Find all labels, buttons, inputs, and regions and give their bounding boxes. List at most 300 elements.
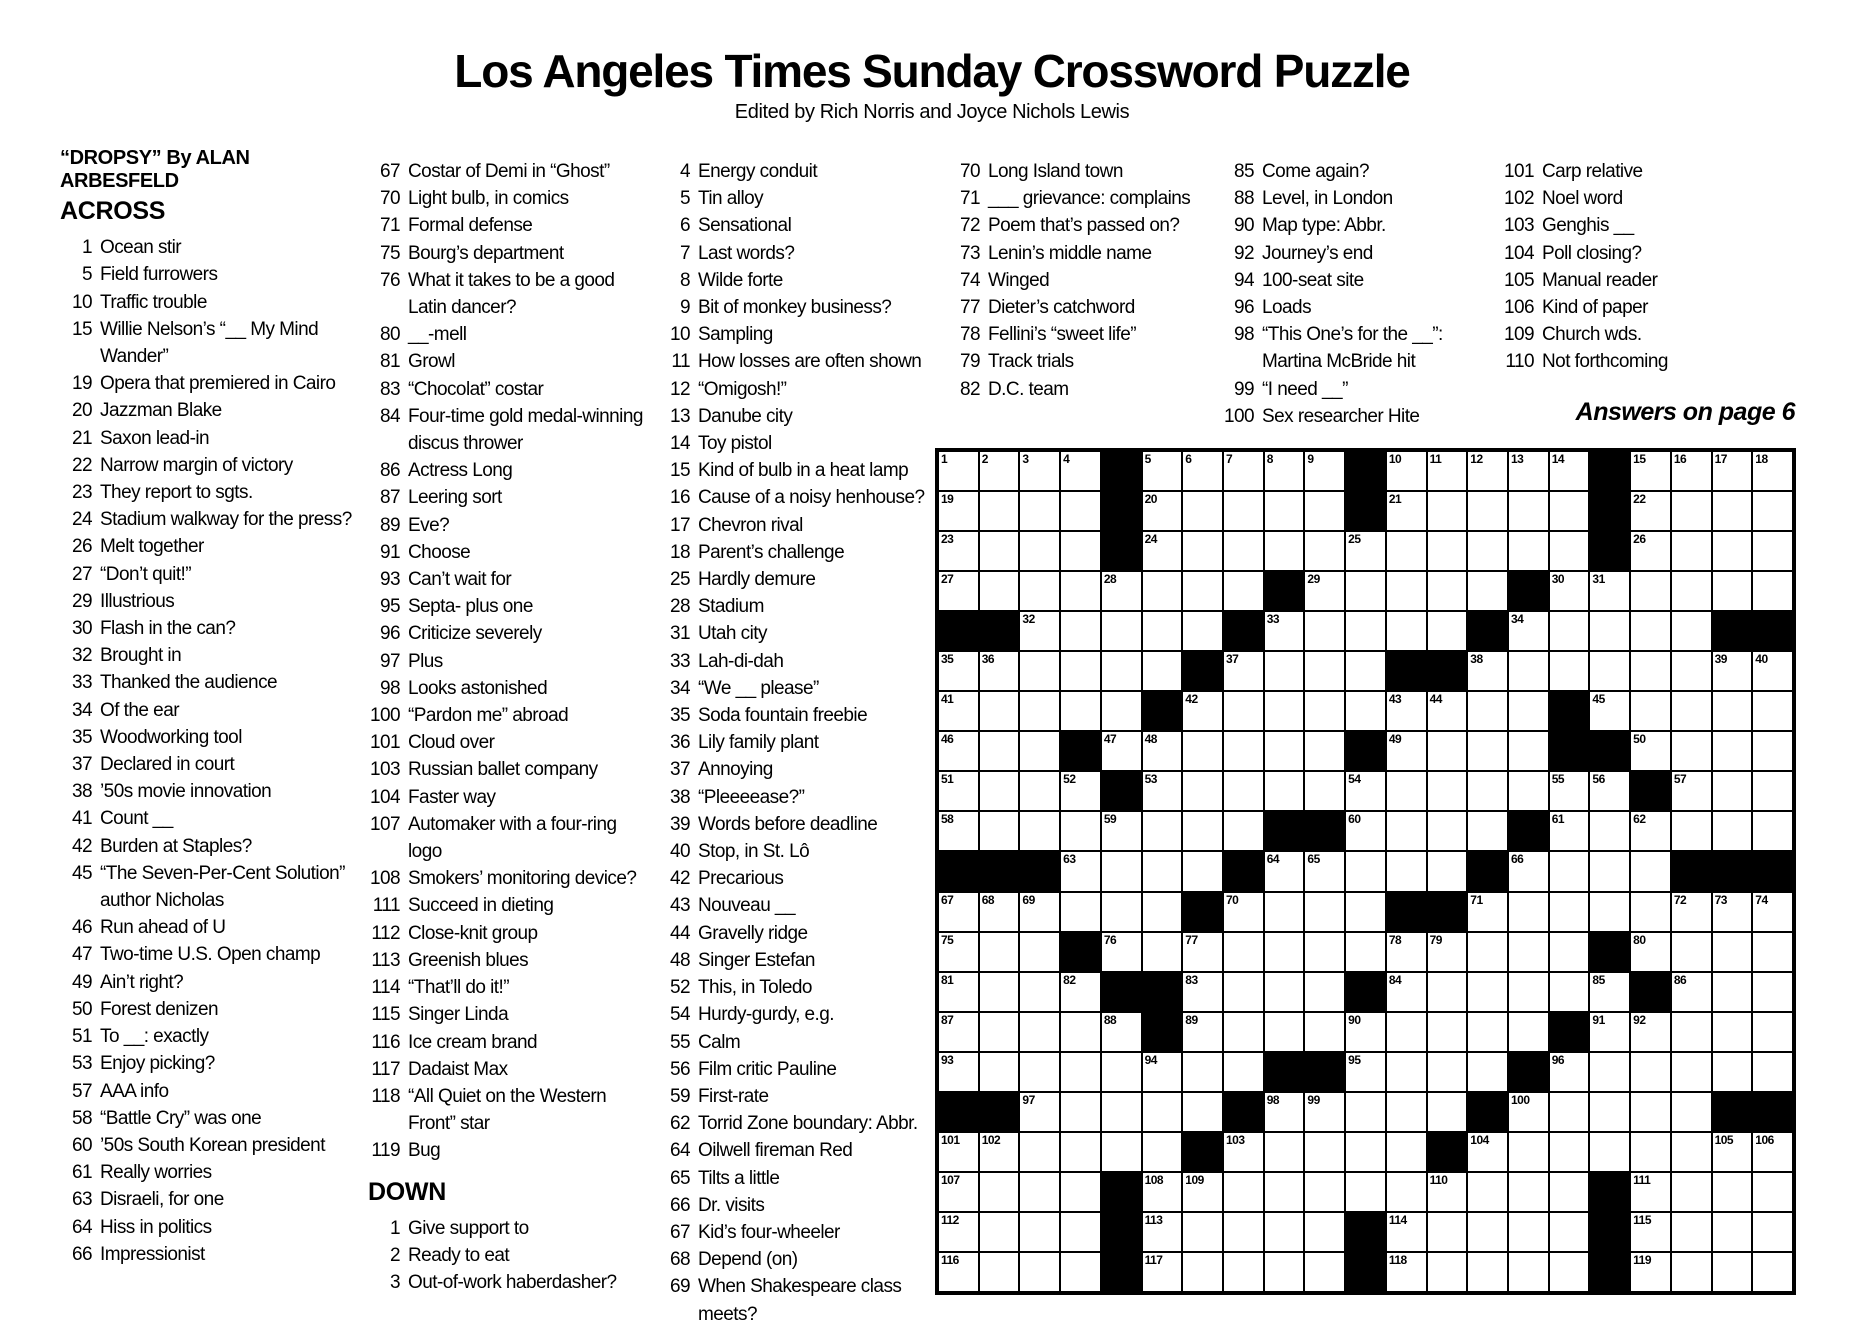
grid-cell[interactable] xyxy=(1182,731,1223,771)
grid-cell[interactable] xyxy=(979,972,1020,1012)
grid-cell[interactable] xyxy=(1467,1052,1508,1092)
grid-cell[interactable] xyxy=(1264,771,1305,811)
grid-cell[interactable] xyxy=(1101,811,1142,851)
grid-cell[interactable] xyxy=(1630,451,1671,491)
grid-cell[interactable] xyxy=(1304,651,1345,691)
grid-cell[interactable] xyxy=(1304,1012,1345,1052)
grid-cell[interactable] xyxy=(1671,1132,1712,1172)
grid-cell[interactable] xyxy=(1508,731,1549,771)
grid-cell[interactable] xyxy=(1386,771,1427,811)
grid-cell[interactable] xyxy=(1712,1172,1753,1212)
grid-cell[interactable] xyxy=(1264,651,1305,691)
grid-cell[interactable] xyxy=(1549,851,1590,891)
grid-cell[interactable] xyxy=(1630,651,1671,691)
grid-cell[interactable] xyxy=(1508,1132,1549,1172)
grid-cell[interactable] xyxy=(1182,531,1223,571)
grid-cell[interactable] xyxy=(1671,1012,1712,1052)
grid-cell[interactable] xyxy=(1712,571,1753,611)
grid-cell[interactable] xyxy=(1142,771,1183,811)
grid-cell[interactable] xyxy=(1467,691,1508,731)
grid-cell[interactable] xyxy=(1304,451,1345,491)
grid-cell[interactable] xyxy=(1019,531,1060,571)
grid-cell[interactable] xyxy=(1549,1132,1590,1172)
grid-cell[interactable] xyxy=(1304,1172,1345,1212)
grid-cell[interactable] xyxy=(1060,571,1101,611)
grid-cell[interactable] xyxy=(1467,972,1508,1012)
grid-cell[interactable] xyxy=(1264,1172,1305,1212)
grid-cell[interactable] xyxy=(1752,731,1793,771)
grid-cell[interactable] xyxy=(1712,731,1753,771)
grid-cell[interactable] xyxy=(1101,1012,1142,1052)
grid-cell[interactable] xyxy=(1182,771,1223,811)
grid-cell[interactable] xyxy=(1549,1252,1590,1292)
grid-cell[interactable] xyxy=(1671,1172,1712,1212)
grid-cell[interactable] xyxy=(1142,851,1183,891)
grid-cell[interactable] xyxy=(979,1252,1020,1292)
grid-cell[interactable] xyxy=(1467,571,1508,611)
grid-cell[interactable] xyxy=(1019,1172,1060,1212)
grid-cell[interactable] xyxy=(1223,651,1264,691)
grid-cell[interactable] xyxy=(1549,1052,1590,1092)
grid-cell[interactable] xyxy=(1752,531,1793,571)
grid-cell[interactable] xyxy=(1264,1212,1305,1252)
grid-cell[interactable] xyxy=(1671,571,1712,611)
grid-cell[interactable] xyxy=(1345,531,1386,571)
grid-cell[interactable] xyxy=(938,972,979,1012)
grid-cell[interactable] xyxy=(1142,731,1183,771)
grid-cell[interactable] xyxy=(1182,1092,1223,1132)
grid-cell[interactable] xyxy=(1345,1132,1386,1172)
grid-cell[interactable] xyxy=(1671,771,1712,811)
grid-cell[interactable] xyxy=(1712,451,1753,491)
grid-cell[interactable] xyxy=(1223,771,1264,811)
grid-cell[interactable] xyxy=(1060,851,1101,891)
grid-cell[interactable] xyxy=(938,811,979,851)
grid-cell[interactable] xyxy=(938,691,979,731)
grid-cell[interactable] xyxy=(1712,491,1753,531)
grid-cell[interactable] xyxy=(1671,691,1712,731)
grid-cell[interactable] xyxy=(938,1052,979,1092)
grid-cell[interactable] xyxy=(1752,491,1793,531)
grid-cell[interactable] xyxy=(1386,1132,1427,1172)
grid-cell[interactable] xyxy=(1060,531,1101,571)
grid-cell[interactable] xyxy=(1630,811,1671,851)
grid-cell[interactable] xyxy=(1223,1012,1264,1052)
grid-cell[interactable] xyxy=(979,1172,1020,1212)
grid-cell[interactable] xyxy=(1223,451,1264,491)
grid-cell[interactable] xyxy=(1060,1012,1101,1052)
grid-cell[interactable] xyxy=(1304,1212,1345,1252)
grid-cell[interactable] xyxy=(1101,691,1142,731)
grid-cell[interactable] xyxy=(1671,1092,1712,1132)
grid-cell[interactable] xyxy=(1223,892,1264,932)
grid-cell[interactable] xyxy=(1589,1092,1630,1132)
grid-cell[interactable] xyxy=(1142,451,1183,491)
grid-cell[interactable] xyxy=(1345,1172,1386,1212)
grid-cell[interactable] xyxy=(1752,571,1793,611)
grid-cell[interactable] xyxy=(1060,1212,1101,1252)
grid-cell[interactable] xyxy=(1467,451,1508,491)
grid-cell[interactable] xyxy=(1630,491,1671,531)
grid-cell[interactable] xyxy=(1019,892,1060,932)
grid-cell[interactable] xyxy=(1467,1252,1508,1292)
grid-cell[interactable] xyxy=(1264,611,1305,651)
grid-cell[interactable] xyxy=(1752,932,1793,972)
grid-cell[interactable] xyxy=(1182,932,1223,972)
grid-cell[interactable] xyxy=(979,771,1020,811)
grid-cell[interactable] xyxy=(1508,771,1549,811)
grid-cell[interactable] xyxy=(1223,1212,1264,1252)
grid-cell[interactable] xyxy=(1589,771,1630,811)
grid-cell[interactable] xyxy=(1019,1212,1060,1252)
grid-cell[interactable] xyxy=(979,1052,1020,1092)
grid-cell[interactable] xyxy=(1019,972,1060,1012)
grid-cell[interactable] xyxy=(938,531,979,571)
grid-cell[interactable] xyxy=(1101,1132,1142,1172)
grid-cell[interactable] xyxy=(1101,611,1142,651)
grid-cell[interactable] xyxy=(1142,892,1183,932)
grid-cell[interactable] xyxy=(1142,1092,1183,1132)
grid-cell[interactable] xyxy=(1427,691,1468,731)
grid-cell[interactable] xyxy=(1060,1172,1101,1212)
grid-cell[interactable] xyxy=(1427,1212,1468,1252)
grid-cell[interactable] xyxy=(1671,611,1712,651)
grid-cell[interactable] xyxy=(1549,491,1590,531)
grid-cell[interactable] xyxy=(1549,1092,1590,1132)
grid-cell[interactable] xyxy=(1223,972,1264,1012)
grid-cell[interactable] xyxy=(1630,1092,1671,1132)
grid-cell[interactable] xyxy=(1182,1212,1223,1252)
grid-cell[interactable] xyxy=(1264,932,1305,972)
grid-cell[interactable] xyxy=(1386,1252,1427,1292)
grid-cell[interactable] xyxy=(1182,491,1223,531)
grid-cell[interactable] xyxy=(1304,1092,1345,1132)
grid-cell[interactable] xyxy=(1386,1212,1427,1252)
grid-cell[interactable] xyxy=(1060,771,1101,811)
grid-cell[interactable] xyxy=(1630,691,1671,731)
grid-cell[interactable] xyxy=(1508,892,1549,932)
grid-cell[interactable] xyxy=(1630,531,1671,571)
grid-cell[interactable] xyxy=(1386,811,1427,851)
grid-cell[interactable] xyxy=(1060,651,1101,691)
grid-cell[interactable] xyxy=(1101,651,1142,691)
grid-cell[interactable] xyxy=(1264,972,1305,1012)
grid-cell[interactable] xyxy=(1752,972,1793,1012)
grid-cell[interactable] xyxy=(1508,1092,1549,1132)
grid-cell[interactable] xyxy=(1508,972,1549,1012)
grid-cell[interactable] xyxy=(1182,972,1223,1012)
grid-cell[interactable] xyxy=(1427,731,1468,771)
grid-cell[interactable] xyxy=(1386,1092,1427,1132)
grid-cell[interactable] xyxy=(1630,1212,1671,1252)
grid-cell[interactable] xyxy=(1142,932,1183,972)
grid-cell[interactable] xyxy=(1712,651,1753,691)
grid-cell[interactable] xyxy=(1182,451,1223,491)
grid-cell[interactable] xyxy=(1671,932,1712,972)
grid-cell[interactable] xyxy=(1304,491,1345,531)
grid-cell[interactable] xyxy=(1589,651,1630,691)
grid-cell[interactable] xyxy=(1549,1212,1590,1252)
grid-cell[interactable] xyxy=(1182,571,1223,611)
grid-cell[interactable] xyxy=(1467,1172,1508,1212)
grid-cell[interactable] xyxy=(1427,1092,1468,1132)
grid-cell[interactable] xyxy=(1467,1212,1508,1252)
grid-cell[interactable] xyxy=(1304,531,1345,571)
grid-cell[interactable] xyxy=(938,571,979,611)
grid-cell[interactable] xyxy=(1223,811,1264,851)
grid-cell[interactable] xyxy=(1304,892,1345,932)
grid-cell[interactable] xyxy=(1467,892,1508,932)
grid-cell[interactable] xyxy=(1304,972,1345,1012)
grid-cell[interactable] xyxy=(1427,491,1468,531)
grid-cell[interactable] xyxy=(1508,611,1549,651)
grid-cell[interactable] xyxy=(1019,451,1060,491)
grid-cell[interactable] xyxy=(1142,531,1183,571)
grid-cell[interactable] xyxy=(1019,651,1060,691)
grid-cell[interactable] xyxy=(1223,1132,1264,1172)
grid-cell[interactable] xyxy=(1264,851,1305,891)
grid-cell[interactable] xyxy=(1386,1172,1427,1212)
grid-cell[interactable] xyxy=(1671,491,1712,531)
grid-cell[interactable] xyxy=(1671,1052,1712,1092)
grid-cell[interactable] xyxy=(1630,1172,1671,1212)
grid-cell[interactable] xyxy=(1386,731,1427,771)
grid-cell[interactable] xyxy=(1345,771,1386,811)
grid-cell[interactable] xyxy=(1142,1132,1183,1172)
grid-cell[interactable] xyxy=(979,491,1020,531)
grid-cell[interactable] xyxy=(1712,1132,1753,1172)
grid-cell[interactable] xyxy=(1630,1132,1671,1172)
grid-cell[interactable] xyxy=(1223,932,1264,972)
grid-cell[interactable] xyxy=(1345,571,1386,611)
grid-cell[interactable] xyxy=(1304,1252,1345,1292)
grid-cell[interactable] xyxy=(1386,491,1427,531)
grid-cell[interactable] xyxy=(1182,1252,1223,1292)
grid-cell[interactable] xyxy=(1589,892,1630,932)
grid-cell[interactable] xyxy=(1752,1052,1793,1092)
grid-cell[interactable] xyxy=(1671,892,1712,932)
grid-cell[interactable] xyxy=(1671,1212,1712,1252)
grid-cell[interactable] xyxy=(1223,531,1264,571)
grid-cell[interactable] xyxy=(1427,451,1468,491)
grid-cell[interactable] xyxy=(1671,1252,1712,1292)
grid-cell[interactable] xyxy=(1101,932,1142,972)
grid-cell[interactable] xyxy=(1264,691,1305,731)
grid-cell[interactable] xyxy=(1508,851,1549,891)
grid-cell[interactable] xyxy=(1589,571,1630,611)
grid-cell[interactable] xyxy=(1427,571,1468,611)
grid-cell[interactable] xyxy=(1752,1132,1793,1172)
grid-cell[interactable] xyxy=(1752,811,1793,851)
grid-cell[interactable] xyxy=(1630,892,1671,932)
grid-cell[interactable] xyxy=(1101,892,1142,932)
grid-cell[interactable] xyxy=(1019,1132,1060,1172)
grid-cell[interactable] xyxy=(1508,491,1549,531)
grid-cell[interactable] xyxy=(1712,691,1753,731)
grid-cell[interactable] xyxy=(1345,691,1386,731)
grid-cell[interactable] xyxy=(1142,1212,1183,1252)
grid-cell[interactable] xyxy=(1304,1132,1345,1172)
grid-cell[interactable] xyxy=(979,731,1020,771)
grid-cell[interactable] xyxy=(1712,811,1753,851)
grid-cell[interactable] xyxy=(1019,932,1060,972)
grid-cell[interactable] xyxy=(1467,731,1508,771)
grid-cell[interactable] xyxy=(1427,531,1468,571)
grid-cell[interactable] xyxy=(1752,691,1793,731)
grid-cell[interactable] xyxy=(1142,651,1183,691)
grid-cell[interactable] xyxy=(1589,851,1630,891)
grid-cell[interactable] xyxy=(1467,932,1508,972)
grid-cell[interactable] xyxy=(1223,691,1264,731)
grid-cell[interactable] xyxy=(1549,892,1590,932)
grid-cell[interactable] xyxy=(1549,771,1590,811)
grid-cell[interactable] xyxy=(1060,491,1101,531)
grid-cell[interactable] xyxy=(1752,1172,1793,1212)
grid-cell[interactable] xyxy=(979,531,1020,571)
grid-cell[interactable] xyxy=(1427,811,1468,851)
grid-cell[interactable] xyxy=(1589,1132,1630,1172)
grid-cell[interactable] xyxy=(1508,1012,1549,1052)
grid-cell[interactable] xyxy=(1549,651,1590,691)
grid-cell[interactable] xyxy=(1264,1252,1305,1292)
grid-cell[interactable] xyxy=(1142,1172,1183,1212)
grid-cell[interactable] xyxy=(1467,531,1508,571)
grid-cell[interactable] xyxy=(1345,1012,1386,1052)
grid-cell[interactable] xyxy=(938,1012,979,1052)
grid-cell[interactable] xyxy=(1508,932,1549,972)
grid-cell[interactable] xyxy=(938,1132,979,1172)
grid-cell[interactable] xyxy=(1386,1052,1427,1092)
grid-cell[interactable] xyxy=(1712,1012,1753,1052)
grid-cell[interactable] xyxy=(1345,892,1386,932)
grid-cell[interactable] xyxy=(1182,1172,1223,1212)
grid-cell[interactable] xyxy=(1386,451,1427,491)
grid-cell[interactable] xyxy=(1427,851,1468,891)
grid-cell[interactable] xyxy=(1386,691,1427,731)
grid-cell[interactable] xyxy=(1508,1212,1549,1252)
grid-cell[interactable] xyxy=(1019,1012,1060,1052)
grid-cell[interactable] xyxy=(1060,1132,1101,1172)
grid-cell[interactable] xyxy=(1182,691,1223,731)
grid-cell[interactable] xyxy=(1264,892,1305,932)
grid-cell[interactable] xyxy=(1060,972,1101,1012)
grid-cell[interactable] xyxy=(1060,691,1101,731)
grid-cell[interactable] xyxy=(1019,1252,1060,1292)
grid-cell[interactable] xyxy=(938,651,979,691)
grid-cell[interactable] xyxy=(1712,892,1753,932)
grid-cell[interactable] xyxy=(1671,731,1712,771)
grid-cell[interactable] xyxy=(1060,1052,1101,1092)
grid-cell[interactable] xyxy=(1427,1012,1468,1052)
grid-cell[interactable] xyxy=(1671,451,1712,491)
grid-cell[interactable] xyxy=(1467,811,1508,851)
grid-cell[interactable] xyxy=(1427,611,1468,651)
grid-cell[interactable] xyxy=(1304,571,1345,611)
grid-cell[interactable] xyxy=(1712,1052,1753,1092)
grid-cell[interactable] xyxy=(979,932,1020,972)
grid-cell[interactable] xyxy=(1712,771,1753,811)
grid-cell[interactable] xyxy=(1630,1252,1671,1292)
grid-cell[interactable] xyxy=(1019,571,1060,611)
grid-cell[interactable] xyxy=(1549,1172,1590,1212)
grid-cell[interactable] xyxy=(1508,451,1549,491)
grid-cell[interactable] xyxy=(1671,651,1712,691)
grid-cell[interactable] xyxy=(1427,932,1468,972)
grid-cell[interactable] xyxy=(1223,571,1264,611)
grid-cell[interactable] xyxy=(1304,771,1345,811)
grid-cell[interactable] xyxy=(1264,491,1305,531)
grid-cell[interactable] xyxy=(979,451,1020,491)
grid-cell[interactable] xyxy=(1549,972,1590,1012)
grid-cell[interactable] xyxy=(1223,731,1264,771)
grid-cell[interactable] xyxy=(1182,851,1223,891)
grid-cell[interactable] xyxy=(979,1212,1020,1252)
grid-cell[interactable] xyxy=(1386,972,1427,1012)
grid-cell[interactable] xyxy=(1386,611,1427,651)
grid-cell[interactable] xyxy=(1630,731,1671,771)
grid-cell[interactable] xyxy=(1752,1252,1793,1292)
grid-cell[interactable] xyxy=(1060,1252,1101,1292)
grid-cell[interactable] xyxy=(1304,611,1345,651)
grid-cell[interactable] xyxy=(1549,451,1590,491)
grid-cell[interactable] xyxy=(1752,771,1793,811)
grid-cell[interactable] xyxy=(1427,771,1468,811)
grid-cell[interactable] xyxy=(1182,1052,1223,1092)
grid-cell[interactable] xyxy=(1752,651,1793,691)
grid-cell[interactable] xyxy=(979,811,1020,851)
grid-cell[interactable] xyxy=(1019,611,1060,651)
grid-cell[interactable] xyxy=(1549,531,1590,571)
grid-cell[interactable] xyxy=(1752,451,1793,491)
grid-cell[interactable] xyxy=(938,1212,979,1252)
grid-cell[interactable] xyxy=(979,1012,1020,1052)
grid-cell[interactable] xyxy=(1182,611,1223,651)
grid-cell[interactable] xyxy=(1630,1012,1671,1052)
grid-cell[interactable] xyxy=(1589,1012,1630,1052)
grid-cell[interactable] xyxy=(1630,932,1671,972)
grid-cell[interactable] xyxy=(1508,1252,1549,1292)
grid-cell[interactable] xyxy=(1264,1092,1305,1132)
grid-cell[interactable] xyxy=(1589,1052,1630,1092)
grid-cell[interactable] xyxy=(1264,451,1305,491)
grid-cell[interactable] xyxy=(1142,1052,1183,1092)
grid-cell[interactable] xyxy=(1752,1212,1793,1252)
grid-cell[interactable] xyxy=(1304,731,1345,771)
grid-cell[interactable] xyxy=(1712,972,1753,1012)
grid-cell[interactable] xyxy=(1345,1052,1386,1092)
grid-cell[interactable] xyxy=(1630,611,1671,651)
grid-cell[interactable] xyxy=(1304,932,1345,972)
grid-cell[interactable] xyxy=(1223,1252,1264,1292)
grid-cell[interactable] xyxy=(1142,611,1183,651)
grid-cell[interactable] xyxy=(1264,1012,1305,1052)
grid-cell[interactable] xyxy=(938,771,979,811)
grid-cell[interactable] xyxy=(1752,892,1793,932)
grid-cell[interactable] xyxy=(1101,571,1142,611)
grid-cell[interactable] xyxy=(979,571,1020,611)
grid-cell[interactable] xyxy=(1345,611,1386,651)
grid-cell[interactable] xyxy=(1752,1012,1793,1052)
grid-cell[interactable] xyxy=(1589,972,1630,1012)
grid-cell[interactable] xyxy=(1019,1052,1060,1092)
grid-cell[interactable] xyxy=(1223,1052,1264,1092)
grid-cell[interactable] xyxy=(1264,731,1305,771)
grid-cell[interactable] xyxy=(1630,851,1671,891)
grid-cell[interactable] xyxy=(1019,491,1060,531)
grid-cell[interactable] xyxy=(1671,531,1712,571)
grid-cell[interactable] xyxy=(1019,771,1060,811)
grid-cell[interactable] xyxy=(1264,1132,1305,1172)
